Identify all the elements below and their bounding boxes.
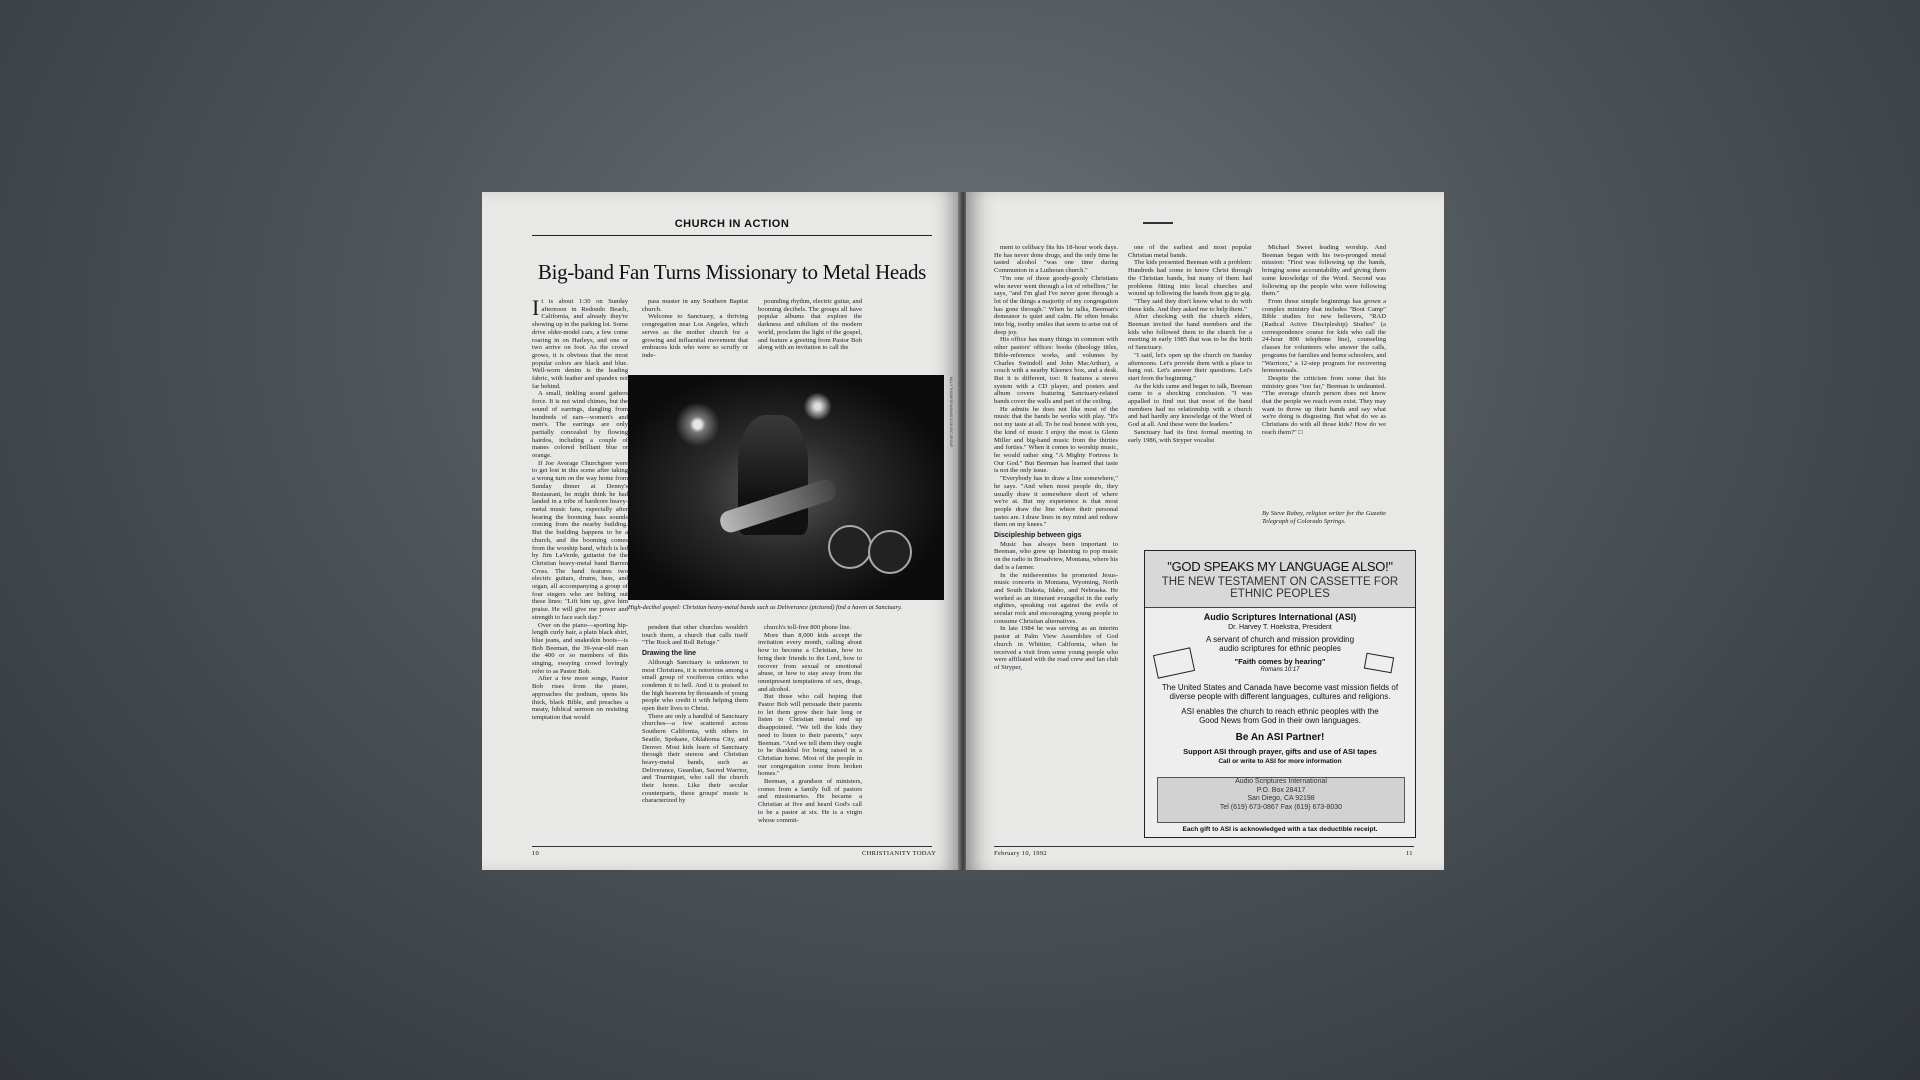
body-paragraph: Welcome to Sanctuary, a thriving congregation near Los Angeles, which serves as the mother church for a growing and influential movement that embraces kids who were so scruffy or inde- — [642, 313, 748, 359]
ad-mission: A servant of church and mission providing audio scriptures for ethnic peoples — [1205, 635, 1355, 653]
body-paragraph: From those simple beginnings has grown a complex ministry that includes "Boot Camp" Bible studies for new believers, "RAD (Radical Active Discipleship) Studies" (a correspondence course for kids who call the 24-hour 800 telephone line), counseling classes for volunteers who answer the calls, programs for families and home schoolers, and "Warriorz," a 12-step program for recovering homosexuals. — [1262, 297, 1386, 375]
ad-contact: Call or write to ASI for more information — [1218, 758, 1342, 765]
ad-subhead: THE NEW TESTAMENT ON CASSETTE FOR ETHNIC PEOPLES — [1161, 576, 1399, 600]
article-column-2-bottom — [642, 624, 748, 846]
article-column-1 — [532, 298, 628, 846]
body-paragraph: Sanctuary had its first formal meeting in early 1986, with Stryper vocalist — [1128, 428, 1252, 444]
body-paragraph: Music has always been important to Beeman, who grew up listening to pop music on the radio in Broadview, Montana, where his dad is a farmer. — [994, 540, 1118, 571]
section-kicker: CHURCH IN ACTION — [674, 218, 790, 230]
ad-paragraph-2: ASI enables the church to reach ethnic peoples with the Good News from God in their own languages. — [1181, 707, 1379, 725]
body-paragraph: pass muster in any Southern Baptist church. — [642, 298, 748, 313]
left-page — [482, 192, 960, 870]
photo-caption: High-decibel gospel: Christian heavy-metal bands such as Deliverance (pictured) find a haven at Sanctuary. — [628, 604, 902, 611]
page-number: 11 — [1406, 850, 1413, 857]
ad-address-line: Audio Scriptures International — [1235, 778, 1327, 785]
ad-support: Support ASI through prayer, gifts and use of ASI tapes — [1183, 747, 1377, 756]
body-paragraph: "I'm one of those goody-goody Christians who never went through a lot of rebellion," he says, "and I'm glad I've never gone through a lot of the things a majority of my congregation has gone through." When he talks, Beeman's demeanor is quiet and calm. He often breaks into big, toothy smiles that seem to arise out of deep joy. — [994, 274, 1118, 336]
body-paragraph: Beeman, a grandson of ministers, comes from a family full of pastors and missionaries. He became a Christian at five and heard God's call to be a pastor at six. He is a virgin whose commit- — [758, 778, 862, 824]
body-paragraph: In the midseventies he promoted Jesus-music concerts in Montana, Wyoming, North and South Dakota, Idaho, and Nebraska. He worked as an itinerant evangelist in the early eighties, speaking out against the evils of secular rock and encouraging young people to consume Christian alternatives. — [994, 571, 1118, 625]
body-paragraph: Over on the piano—sporting hip-length curly hair, a plain black shirt, blue jeans, and snakeskin boots—is Bob Beeman, the 39-year-old man the 400 or so members of this singing, swaying crowd lovingly refer to as Pastor Bob. — [532, 621, 628, 675]
ad-header — [1145, 551, 1415, 608]
ad-address-line: San Diego, CA 92198 — [1247, 795, 1315, 802]
body-paragraph: one of the earliest and most popular Christian metal bands. — [1128, 244, 1252, 259]
ad-headline: "GOD SPEAKS MY LANGUAGE ALSO!" — [1167, 559, 1393, 574]
article-column-5 — [1128, 244, 1252, 534]
body-paragraph: As the kids came and began to talk, Beeman came to a shocking conclusion. "I was appalled to find out that most of the band members had no relationship with a church and had hardly any knowledge of the Word of God at all. And these were the leaders." — [1128, 382, 1252, 429]
body-paragraph: A small, tinkling sound gathers force. It is not wind chimes, but the sound of earrings, dangling from hundreds of ears—women's and men's. The earrings are only partially concealed by flowing hairdos, including a couple of manes colored brilliant blue or orange. — [532, 390, 628, 460]
body-paragraph: Michael Sweet leading worship. And Beeman began with his two-pronged metal mission: "First was following up the bands, bringing some accountability and giving them some knowledge of the Word. Second was following up the people who were following them." — [1262, 244, 1386, 298]
body-paragraph: church's toll-free 800 phone line. — [764, 624, 852, 631]
body-paragraph: "Everybody has to draw a line somewhere," he says. "And when most people do, they usually draw it somewhere short of where we're at. But my experience is that most people draw the line where their personal tastes are. I draw lines in my mind and redraw them on my knees." — [994, 475, 1118, 529]
body-paragraph: After checking with the church elders, Beeman invited the band members and the kids who followed them to the church for a meeting in early 1985 that was to be the birth of Sanctuary. — [1128, 313, 1252, 352]
page-number: 10 — [532, 850, 540, 857]
right-page — [966, 192, 1444, 870]
body-paragraph: More than 8,000 kids accept the invitation every month, calling about how to become a Christian, how to bring their friends to the Lord, how to recover from sexual or emotional abuse, or how to stay away from the omnipresent temptations of sex, drugs, and alcohol. — [758, 631, 862, 693]
issue-date: February 10, 1992 — [994, 850, 1047, 857]
magazine-name: CHRISTIANITY TODAY — [862, 850, 937, 857]
subheading: Drawing the line — [642, 650, 697, 658]
body-paragraph: The kids presented Beeman with a problem: Hundreds had come to know Christ through the Christian bands, but many of them had problems fitting into local churches and wound up following the bands from gig to gig. — [1128, 259, 1252, 298]
article-column-6 — [1262, 244, 1386, 494]
footer-rule — [994, 846, 1414, 847]
top-rule — [1143, 222, 1173, 224]
byline: By Steve Rabey, religion writer for the Gazette Telegraph of Colorado Springs. — [1262, 510, 1386, 525]
drum-shape — [828, 525, 872, 569]
ad-quote-ref: Romans 10:17 — [1260, 667, 1300, 673]
footer-rule — [532, 846, 932, 847]
body-paragraph: There are only a handful of Sanctuary churches—a few scattered across Southern California, with others in Seattle, Spokane, Oklahoma City, and Denver. Most kids learn of Sanctuary through their stereos and Christian heavy-metal bands, such as Deliverance, Guardian, Sacred Warrior, and Tourniquet, who call the church their home. Like their secular counterparts, these groups' music is characterized by — [642, 712, 748, 805]
body-paragraph: "They said they don't know what to do with these kids. And they asked me to help them." — [1128, 297, 1252, 313]
ad-org: Audio Scriptures International (ASI) — [1203, 612, 1357, 622]
body-paragraph: But those who call hoping that Pastor Bob will persuade their parents to let them grow their hair long or listen to Christian metal end up disappointed. "We tell the kids they need to listen to their parents," says Beeman. "And we tell them they ought to be thankful for being raised in a Christian home. Most of the people in our congregation come from broken homes." — [758, 693, 862, 778]
article-column-2-top — [642, 298, 748, 372]
body-paragraph: If Joe Average Churchgoer were to get lost in this scene after taking a wrong turn on the way home from Sunday dinner at Denny's Restaurant, he might think he had landed in a tribe of hardcore heavy-metal music fans, especially after hearing the booming bass sounds coming from the nearby building. But the building happens to be a church, and the booming comes from the worship band, which is led by Jim LaVerde, guitarist for the Christian heavy-metal band Barren Cross. The band features two electric guitars, drums, bass, and organ, all accompanying a group of four singers who are belting out these lines: "Lift him up, give him praise. He will give me power and strength to face each day." — [532, 459, 628, 621]
body-paragraph: Although Sanctuary is unknown to most Christians, it is notorious among a small group of vociferous critics who condemn it to hell. And it is praised to the high heavens by thousands of young people who credit it with helping them open their lives to Christ. — [642, 658, 748, 713]
body-paragraph: pendent that other churches wouldn't touch them, a church that calls itself "The Rock and Roll Refuge." — [642, 624, 748, 647]
body-paragraph: Despite the criticism from some that his ministry goes "too far," Beeman is undaunted. "The average church person does not know that the people we reach even exist. They may want to throw up their hands and say what we're doing is disgusting. But what do we as Christians do with all those kids? How do we reach them?" □ — [1262, 374, 1386, 436]
body-paragraph: In late 1984 he was serving as an interim pastor at Palm View Assemblies of God church in Whittier, California, when he received a visit from some young people who were affiliated with the road crew and fan club of Stryper, — [994, 625, 1118, 671]
ad-president: Dr. Harvey T. Hoekstra, President — [1228, 624, 1332, 631]
ad-address-line: P.O. Box 28417 — [1256, 786, 1306, 794]
ad-quote: "Faith comes by hearing" — [1234, 657, 1326, 666]
ad-cta: Be An ASI Partner! — [1235, 732, 1325, 743]
ad-phone: Tel (619) 673-0867 Fax (619) 673-8030 — [1219, 803, 1343, 811]
body-paragraph: t is about 1:30 on Sunday afternoon in Redondo Beach, California, and already they're showing up in the parking lot. Some drive older-model cars, a few come roaring in on Harleys, and one or two arrive on foot. As the crowd grows, it is obvious that the most popular colors are black and blue. Well-worn denim is the leading fabric, with leather and spandex not far behind. — [532, 298, 628, 390]
body-paragraph: ment to celibacy fits his 18-hour work days. He has never done drugs, and the only time he tasted alcohol "was one time during Communion in a Lutheran church." — [994, 244, 1118, 275]
drop-cap: I — [532, 298, 540, 320]
drum-shape — [868, 530, 912, 574]
body-paragraph: pounding rhythm, electric guitar, and booming decibels. The groups all have popular albums that explore the darkness and nihilism of the modern world, proclaim the light of the gospel, and feature a greeting from Pastor Bob along with an invitation to call the — [758, 298, 862, 352]
kicker-rule — [532, 235, 932, 236]
article-column-3-bottom — [758, 624, 862, 846]
concert-photo — [628, 375, 944, 600]
photo-credit: BILLY THOMPSON/MARCO MUSIC GROUP — [949, 377, 953, 448]
magazine-spread — [482, 192, 1444, 870]
ad-footer: Each gift to ASI is acknowledged with a tax deductible receipt. — [1182, 826, 1378, 833]
body-paragraph: After a few more songs, Pastor Bob rises from the piano, approaches the podium, opens his thick, black Bible, and preaches a meaty, biblical sermon on resisting temptation that would — [532, 675, 628, 721]
article-headline: Big-band Fan Turns Missionary to Metal Heads — [537, 260, 927, 284]
body-paragraph: He admits he does not like most of the music that the bands he works with play. "It's not my taste at all. To be real honest with you, the kind of music I enjoy the most is Glenn Miller and big-band music from the thirties and forties." When it comes to worship music, he would rather sing "A Mighty Fortress Is Our God." But Beeman has learned that taste is not the only issue. — [994, 405, 1118, 475]
asi-advertisement — [1144, 550, 1416, 838]
ad-paragraph-1: The United States and Canada have become vast mission fields of diverse people with different languages, cultures and religions. — [1161, 683, 1399, 701]
article-column-3-top — [758, 298, 862, 372]
subheading: Discipleship between gigs — [994, 532, 1082, 540]
ad-address-box — [1157, 777, 1405, 823]
body-paragraph: His office has many things in common with other pastors' offices: books (theology titles, Bible-reference works, and volumes by Charles Swindoll and John MacArthur), a couch with a nearby Kleenex box, and a desk. But it is different, too: It features a stereo system with a CD player, and posters and album covers featuring Sanctuary-related bands cover the walls and part of the ceiling. — [994, 336, 1118, 406]
body-paragraph: "I said, let's open up the church on Sunday afternoons. Let's provide them with a place to hang out. Let's answer their questions. Let's start from the beginning." — [1128, 351, 1252, 382]
article-column-4 — [994, 244, 1118, 846]
